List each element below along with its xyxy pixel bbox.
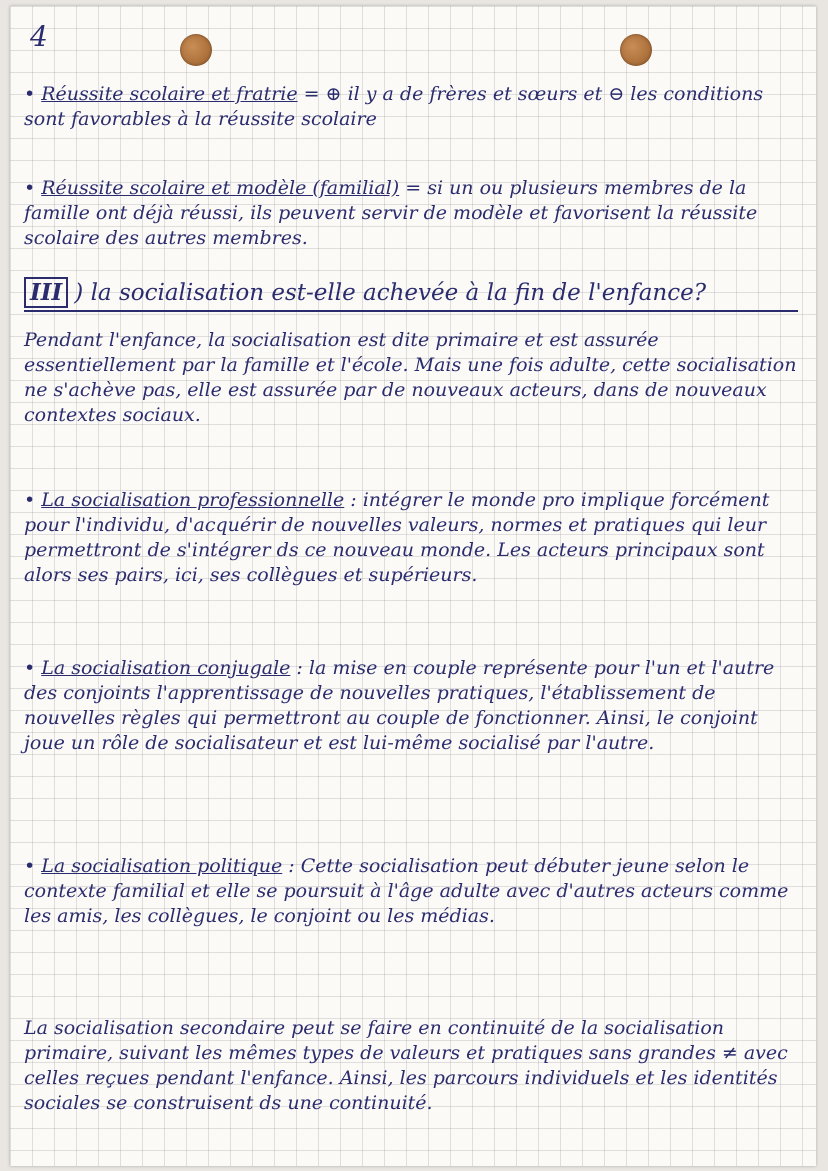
bullet-socialisation-politique: • La socialisation politique : Cette socialisation peut débuter jeune selon le contexte familial et elle se poursuit à l'âge adulte avec d'autres acteurs comme les amis, les collègues, le conjoint ou les médias. xyxy=(24,855,789,927)
notebook-page xyxy=(10,6,816,1166)
bullet-text: : Cette socialisation peut débuter jeune selon le contexte familial et elle se poursuit à l'âge adulte avec d'autres acteurs comme les amis, les collègues, le conjoint ou les médias. xyxy=(24,855,789,927)
section-number: III xyxy=(24,277,68,308)
intro-paragraph: Pendant l'enfance, la socialisation est dite primaire et est assurée essentiellement par la famille et l'école. Mais une fois adulte, cette socialisation ne s'achève pas, elle est assurée par de nouveaux acteurs, dans de nouveaux contextes sociaux. xyxy=(24,329,797,426)
bullet-reussite-fratrie: • Réussite scolaire et fratrie = ⊕ il y a de frères et sœurs et ⊖ les conditions sont favorables à la réussite scolaire xyxy=(24,83,764,130)
punch-hole xyxy=(180,34,212,66)
page-number: 4 xyxy=(30,20,48,53)
bullet-text: : intégrer le monde pro implique forcément pour l'individu, d'acquérir de nouvelles valeurs, normes et pratiques qui leur permettront de s'intégrer ds ce nouveau monde. Les acteurs principaux sont alors ses pairs, ici, ses collègues et supérieurs. xyxy=(24,489,770,586)
bullet-text: = si un ou plusieurs membres de la famille ont déjà réussi, ils peuvent servir de modèle et favorisent la réussite scolaire des autres membres. xyxy=(24,177,758,249)
bullet-label: La socialisation politique xyxy=(41,855,283,877)
bullet-label: La socialisation conjugale xyxy=(41,657,291,679)
bullet-text: : la mise en couple représente pour l'un et l'autre des conjoints l'apprentissage de nouvelles pratiques, l'établissement de nouvelles règles qui permettront au couple de fonctionner. Ainsi, le conjoint joue un rôle de socialisateur et est lui-même socialisé par l'autre. xyxy=(24,657,775,754)
bullet-label: La socialisation professionnelle xyxy=(41,489,345,511)
conclusion-paragraph: La socialisation secondaire peut se faire en continuité de la socialisation primaire, suivant les mêmes types de valeurs et pratiques sans grandes ≠ avec celles reçues pendant l'enfance. Ainsi, les parcours individuels et les identités sociales se construisent ds une continuité. xyxy=(24,1017,788,1114)
section-heading xyxy=(24,278,798,312)
punch-hole xyxy=(620,34,652,66)
bullet-text: = ⊕ il y a de frères et sœurs et ⊖ les conditions sont favorables à la réussite scolaire xyxy=(24,83,764,130)
bullet-socialisation-professionnelle: • La socialisation professionnelle : intégrer le monde pro implique forcément pour l'individu, d'acquérir de nouvelles valeurs, normes et pratiques qui leur permettront de s'intégrer ds ce nouveau monde. Les acteurs principaux sont alors ses pairs, ici, ses collègues et supérieurs. xyxy=(24,489,770,586)
bullet-reussite-modele: • Réussite scolaire et modèle (familial) = si un ou plusieurs membres de la famille ont déjà réussi, ils peuvent servir de modèle et favorisent la réussite scolaire des autres membres. xyxy=(24,177,758,249)
bullet-socialisation-conjugale: • La socialisation conjugale : la mise en couple représente pour l'un et l'autre des conjoints l'apprentissage de nouvelles pratiques, l'établissement de nouvelles règles qui permettront au couple de fonctionner. Ainsi, le conjoint joue un rôle de socialisateur et est lui-même socialisé par l'autre. xyxy=(24,657,775,754)
section-title: ) la socialisation est-elle achevée à la fin de l'enfance? xyxy=(74,280,707,306)
bullet-label: Réussite scolaire et fratrie xyxy=(41,83,298,105)
bullet-label: Réussite scolaire et modèle (familial) xyxy=(41,177,400,199)
